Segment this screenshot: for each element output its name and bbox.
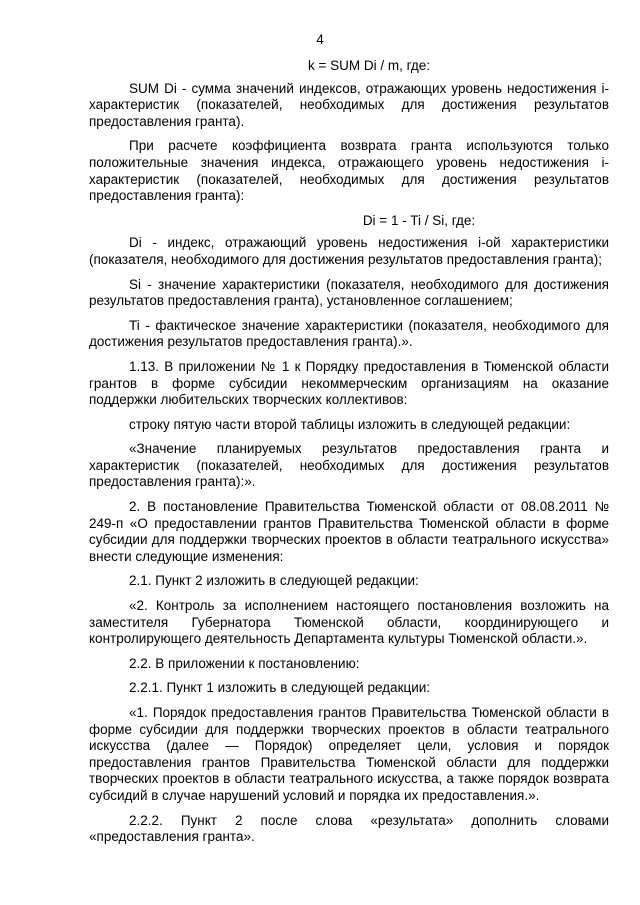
paragraph-sum-di: SUM Di - сумма значений индексов, отражающих уровень недостижения i-характеристик (показателей, необходимых для достижения результатов предоставления гранта). xyxy=(89,80,609,129)
paragraph-2-2-1: 2.2.1. Пункт 1 изложить в следующей редакции: xyxy=(129,680,431,696)
page-number: 4 xyxy=(316,32,324,47)
paragraph-procedure: «1. Порядок предоставления грантов Правительства Тюменской области в форме субсидии для поддержки творческих проектов в области театрального искусства (далее — Порядок) определяет цели, условия и порядок предоставления грантов Правительства Тюменской области для поддержки творческих проектов в области театрального искусства, а также порядок возврата субсидий в случае нарушений условий и порядка их предоставления.». xyxy=(89,705,609,803)
paragraph-si-definition: Si - значение характеристики (показателя, необходимого для достижения результатов предоставления гранта), установленное соглашением; xyxy=(89,276,609,309)
document-body xyxy=(89,58,609,854)
formula-coefficient: k = SUM Di / m, где: xyxy=(307,58,431,73)
formula-index: Di = 1 - Ti / Si, где: xyxy=(362,212,476,228)
paragraph-calculation-note: При расчете коэффициента возврата гранта используются только положительные значения индекса, отражающего уровень недостижения i-характеристик (показателей, необходимых для достижения результатов предоставления гранта): xyxy=(89,138,609,204)
paragraph-1-13: 1.13. В приложении № 1 к Порядку предоставления в Тюменской области грантов в форме субсидии некоммерческим организациям на оказание поддержки любительских творческих коллективов: xyxy=(89,358,609,408)
paragraph-control: «2. Контроль за исполнением настоящего постановления возложить на заместителя Губернатора Тюменской области, координирующего и контролирующего деятельность Департамента культуры Тюменской области.». xyxy=(89,598,609,647)
paragraph-row-five: строку пятую части второй таблицы изложить в следующей редакции: xyxy=(129,416,571,432)
paragraph-ti-definition: Ti - фактическое значение характеристики (показателя, необходимого для достижения результатов предоставления гранта).». xyxy=(89,317,609,350)
paragraph-2-2: 2.2. В приложении к постановлению: xyxy=(129,655,360,671)
paragraph-2-1: 2.1. Пункт 2 изложить в следующей редакции: xyxy=(129,573,419,589)
paragraph-di-definition: Di - индекс, отражающий уровень недостижения i-ой характеристики (показателя, необходимого для достижения результатов предоставления гранта); xyxy=(89,235,609,267)
paragraph-planned-results: «Значение планируемых результатов предоставления гранта и характеристик (показателей, необходимых для достижения результатов предоставления гранта):». xyxy=(89,441,609,490)
paragraph-2-2-2: 2.2.2. Пункт 2 после слова «результата» дополнить словами «предоставления гранта». xyxy=(89,812,609,845)
paragraph-section-2: 2. В постановление Правительства Тюменской области от 08.08.2011 № 249-п «О предоставлении грантов Правительства Тюменской области в форме субсидии для поддержки творческих проектов в области театрального искусства» внести следующие изменения: xyxy=(89,499,609,564)
